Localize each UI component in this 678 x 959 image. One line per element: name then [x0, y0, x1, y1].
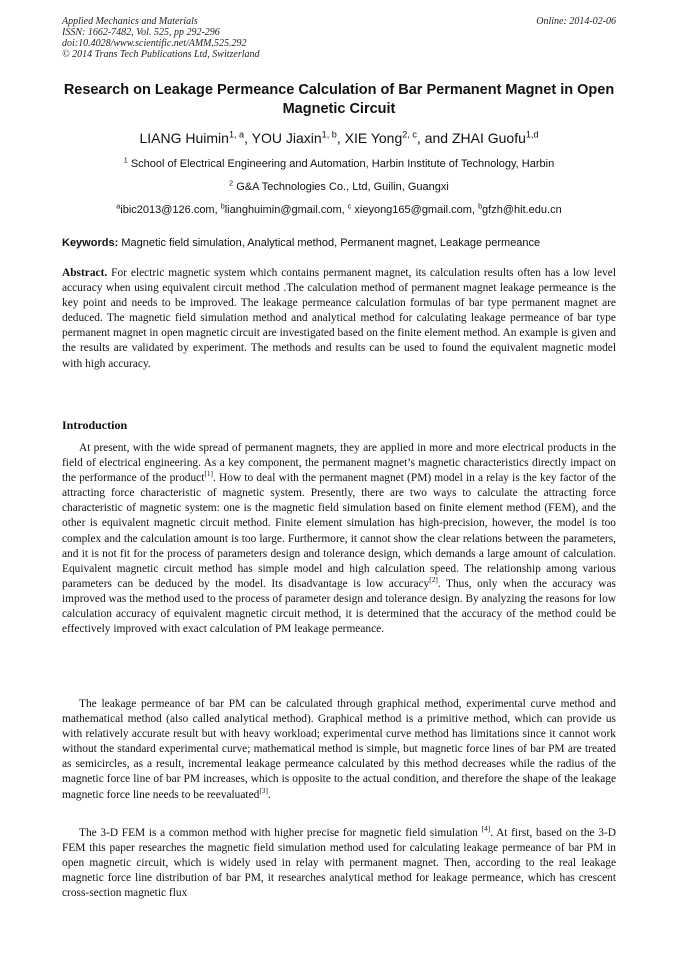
citation[interactable]: [4] [481, 824, 491, 834]
doi-line: doi:10.4028/www.scientific.net/AMM.525.292 [62, 38, 247, 49]
author: ZHAI Guofu$^{1,d}$ [451, 129, 539, 146]
author-list [40, 129, 638, 147]
email-link[interactable]: gfzh@hit.edu.cn [482, 204, 562, 216]
keywords-label: Keywords: [62, 237, 119, 249]
abstract-label: Abstract. [62, 267, 108, 279]
issn-line: ISSN: 1662-7482, Vol. 525, pp 292-296 [62, 27, 220, 38]
keywords-text: Magnetic field simulation, Analytical method, Permanent magnet, Leakage permeance [121, 237, 541, 249]
email-link[interactable]: xieyong165@gmail.com, [351, 204, 479, 216]
author: YOU Jiaxin$^{1, b}$, [251, 129, 345, 146]
affiliation-2: $^2$ G&A Technologies Co., Ltd, Guilin, Guangxi [229, 179, 449, 193]
abstract-text: For electric magnetic system which contains permanent magnet, its calculation results often has a low level accuracy when using equivalent circuit method .The calculation method of permanent magnet leakage permeance is the key point and needs to be improved. The leakage permeance calculation formulas of bar type permanent magnet are deduced. The magnetic field simulation method and analytical method for calculating leakage permeance of bar type permanent magnet in open magnetic circuit are investigated based on the finite element method. An example is given and the results are validated by experiment. The methods and results can be used to found the equivalent magnetic model with high accuracy. [62, 267, 616, 370]
copyright-line: © 2014 Trans Tech Publications Ltd, Switzerland [62, 49, 260, 60]
journal-name: Applied Mechanics and Materials [62, 16, 198, 27]
citation[interactable]: [2] [429, 575, 438, 585]
email-link[interactable]: ibic2013@126.com, [120, 204, 221, 216]
author: XIE Yong$^{2, c}$, and [344, 129, 452, 146]
citation[interactable]: [1] [204, 469, 214, 479]
intro-paragraph-2: The leakage permeance of bar PM can be calculated through graphical method, experimental curve method and mathematical method (also called analytical method). Graphical method is a primitive method, which can provide us with relatively accurate result but with heavy workload; experimental curve method has limitations since it cannot work without the standard experimental curve; mathematical method is simple, but magnetic force lines of bar PM are treated as semicircles, as a result, incremental leakage permeance calculated by this method decreases while the radius of the magnetic force line of bar PM increases, which is opposite to the actual condition, and therefore the shape of the leakage magnetic force line needs to be reevaluated[3]. [62, 698, 616, 801]
section-heading-introduction: Introduction [62, 418, 128, 432]
keywords-line [62, 236, 616, 250]
author: LIANG Huimin$^{1, a}$, [139, 129, 252, 146]
paper-title: Research on Leakage Permeance Calculation of Bar Permanent Magnet in Open Magnetic Circuit [63, 82, 615, 117]
email-list: $^a$ibic2013@126.com, $^b$lianghuimin@gmail.com, $^c$ xieyong165@gmail.com, $^b$gfzh@hit.edu.cn [116, 202, 562, 216]
abstract [62, 266, 616, 372]
affiliation-1: $^1$ School of Electrical Engineering and Automation, Harbin Institute of Technology, Harbin [123, 156, 555, 170]
intro-paragraph-1: At present, with the wide spread of permanent magnets, they are applied in more and more electrical products in the field of electrical engineering. As a key component, the permanent magnet’s magnetic characteristics directly impact on the performance of the product[1]. How to deal with the permanent magnet (PM) model in a relay is the key factor of the attracting force characteristic of magnetic system. Presently, there are two ways to calculate the attracting force characteristic of magnetic system: one is the magnetic field simulation based on finite element method (FEM), and the other is equivalent magnetic circuit method. Finite element simulation has high-precision, however, the model is too complex and the calculation amount is too large. Furthermore, it cannot show the clear relations between the parameters, and it is not fit for the process of parameters design and tolerance design, which demands a large amount of calculation. Equivalent magnetic circuit method has simple model and high calculation speed. The relationship among various parameters can be deduced by the model. Its disadvantage is low accuracy[2]. Thus, only when the accuracy was improved was the method used to the process of parameter design and tolerance design. By analyzing the reasons for low calculation accuracy of equivalent magnetic circuit method, it is determined that the accuracy of the method could be effectively improved with exact calculation of PM leakage permeance. [62, 442, 616, 636]
intro-paragraph-3: The 3-D FEM is a common method with higher precise for magnetic field simulation [4]. At first, based on the 3-D FEM this paper researches the magnetic field simulation method used for calculating leakage permeance of bar PM in open magnetic circuit, which is widely used in relay with permanent magnet. Then, according to the real leakage magnetic force line distribution of bar PM, it researches analytical method for leakage permeance, which has crescent cross-section magnetic flux [62, 824, 616, 900]
email-link[interactable]: lianghuimin@gmail.com, [224, 204, 348, 216]
citation[interactable]: [3] [259, 785, 268, 795]
online-date: Online: 2014-02-06 [536, 16, 616, 27]
